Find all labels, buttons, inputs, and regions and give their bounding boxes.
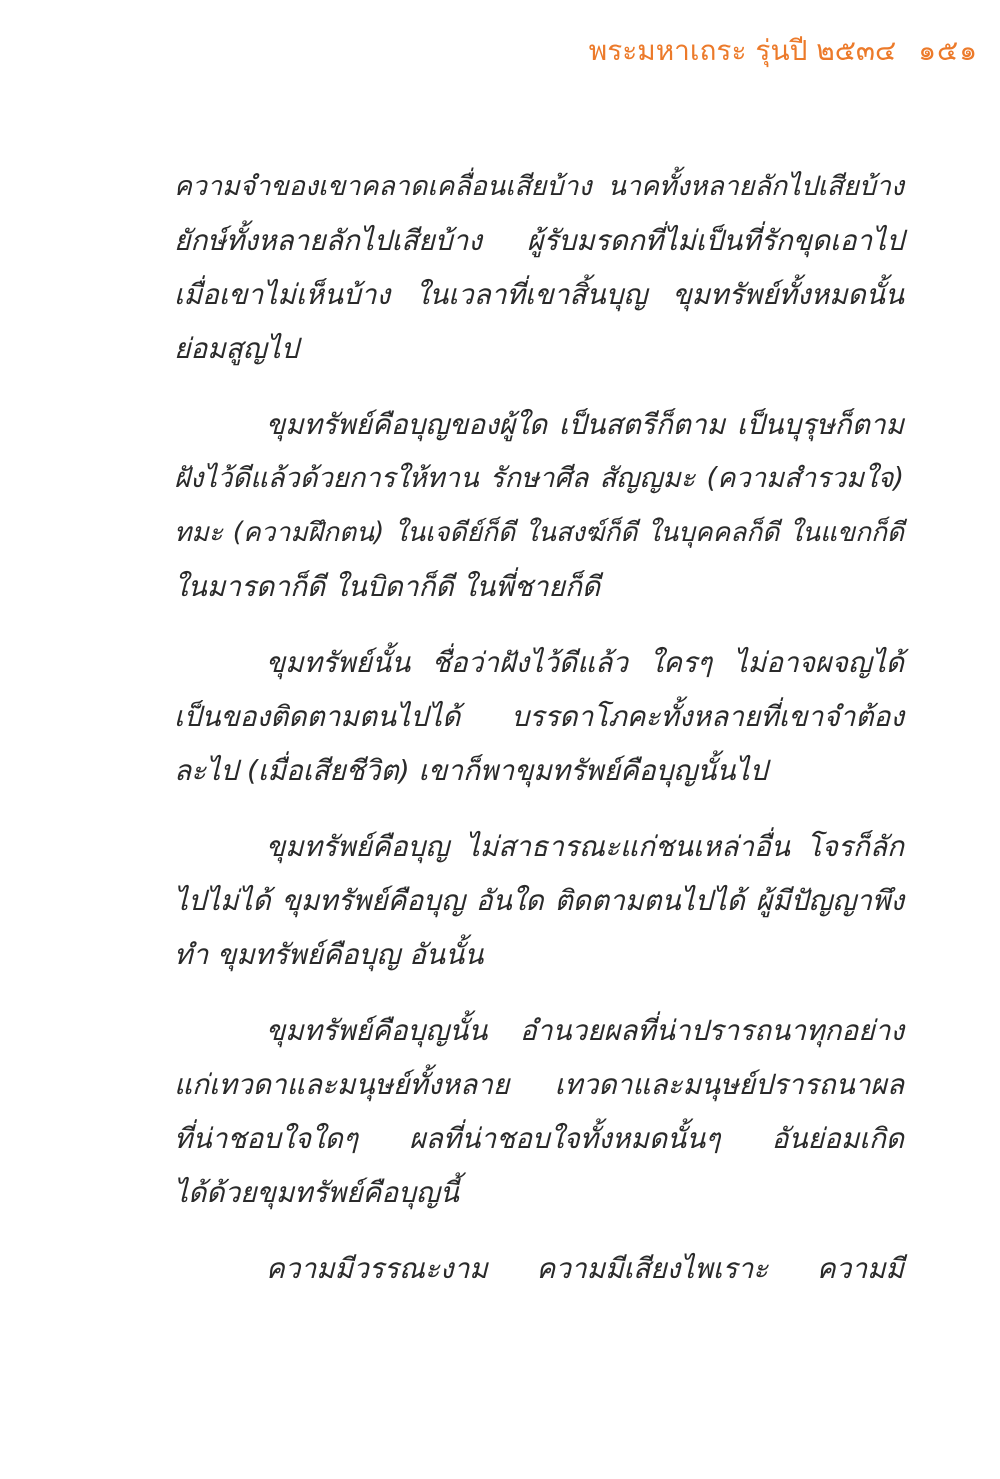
paragraph-1 (174, 160, 904, 376)
running-header (589, 26, 978, 76)
text-line: ความจำของเขาคลาดเคลื่อนเสียบ้าง นาคทั้งหลายลักไปเสียบ้าง (174, 171, 904, 202)
text-line: ขุมทรัพย์นั้น ชื่อว่าฝังไว้ดีแล้ว ใครๆ ไม่อาจผจญได้ (266, 646, 904, 679)
text-line: ขุมทรัพย์คือบุญนั้น อำนวยผลที่น่าปรารถนาทุกอย่าง (266, 1014, 904, 1047)
text-line: ไปไม่ได้ ขุมทรัพย์คือบุญ อันใด ติดตามตนไปได้ ผู้มีปัญญาพึง (174, 884, 904, 917)
page-number: ๑๕๑ (918, 34, 978, 67)
text-line: ฝังไว้ดีแล้วด้วยการให้ทาน รักษาศีล สัญญมะ (ความสำรวมใจ) (174, 463, 904, 494)
text-line: ทำ ขุมทรัพย์คือบุญ อันนั้น (174, 938, 484, 971)
text-line: ได้ด้วยขุมทรัพย์คือบุญนี้ (174, 1176, 459, 1209)
text-line: ยักษ์ทั้งหลายลักไปเสียบ้าง ผู้รับมรดกที่ไม่เป็นที่รักขุดเอาไป (174, 224, 904, 257)
paragraph-3 (174, 636, 904, 798)
paragraph-2 (174, 398, 904, 614)
text-line: ย่อมสูญไป (174, 332, 299, 365)
text-line: ขุมทรัพย์คือบุญของผู้ใด เป็นสตรีก็ตาม เป็นบุรุษก็ตาม (266, 408, 904, 441)
text-line: ขุมทรัพย์คือบุญ ไม่สาธารณะแก่ชนเหล่าอื่น โจรก็ลัก (266, 830, 904, 863)
paragraph-5 (174, 1004, 904, 1220)
body-text (174, 160, 904, 1296)
text-line: ทมะ (ความฝึกตน) ในเจดีย์ก็ดี ในสงฆ์ก็ดี ในบุคคลก็ดี ในแขกก็ดี (174, 518, 904, 548)
text-line: แก่เทวดาและมนุษย์ทั้งหลาย เทวดาและมนุษย์ปรารถนาผล (174, 1068, 904, 1101)
text-line: ในมารดาก็ดี ในบิดาก็ดี ในพี่ชายก็ดี (174, 570, 601, 603)
text-line: ที่น่าชอบใจใดๆ ผลที่น่าชอบใจทั้งหมดนั้นๆ อันย่อมเกิด (174, 1122, 904, 1155)
text-line: ความมีวรรณะงาม ความมีเสียงไพเราะ ความมี (266, 1252, 904, 1285)
text-line: เมื่อเขาไม่เห็นบ้าง ในเวลาที่เขาสิ้นบุญ ขุมทรัพย์ทั้งหมดนั้น (174, 278, 904, 311)
paragraph-6 (174, 1242, 904, 1296)
text-line: ละไป (เมื่อเสียชีวิต) เขาก็พาขุมทรัพย์คือบุญนั้นไป (174, 754, 768, 787)
book-title: พระมหาเถระ รุ่นปี ๒๕๓๔ (588, 34, 897, 67)
text-line: เป็นของติดตามตนไปได้ บรรดาโภคะทั้งหลายที่เขาจำต้อง (174, 700, 904, 733)
paragraph-4 (174, 820, 904, 982)
